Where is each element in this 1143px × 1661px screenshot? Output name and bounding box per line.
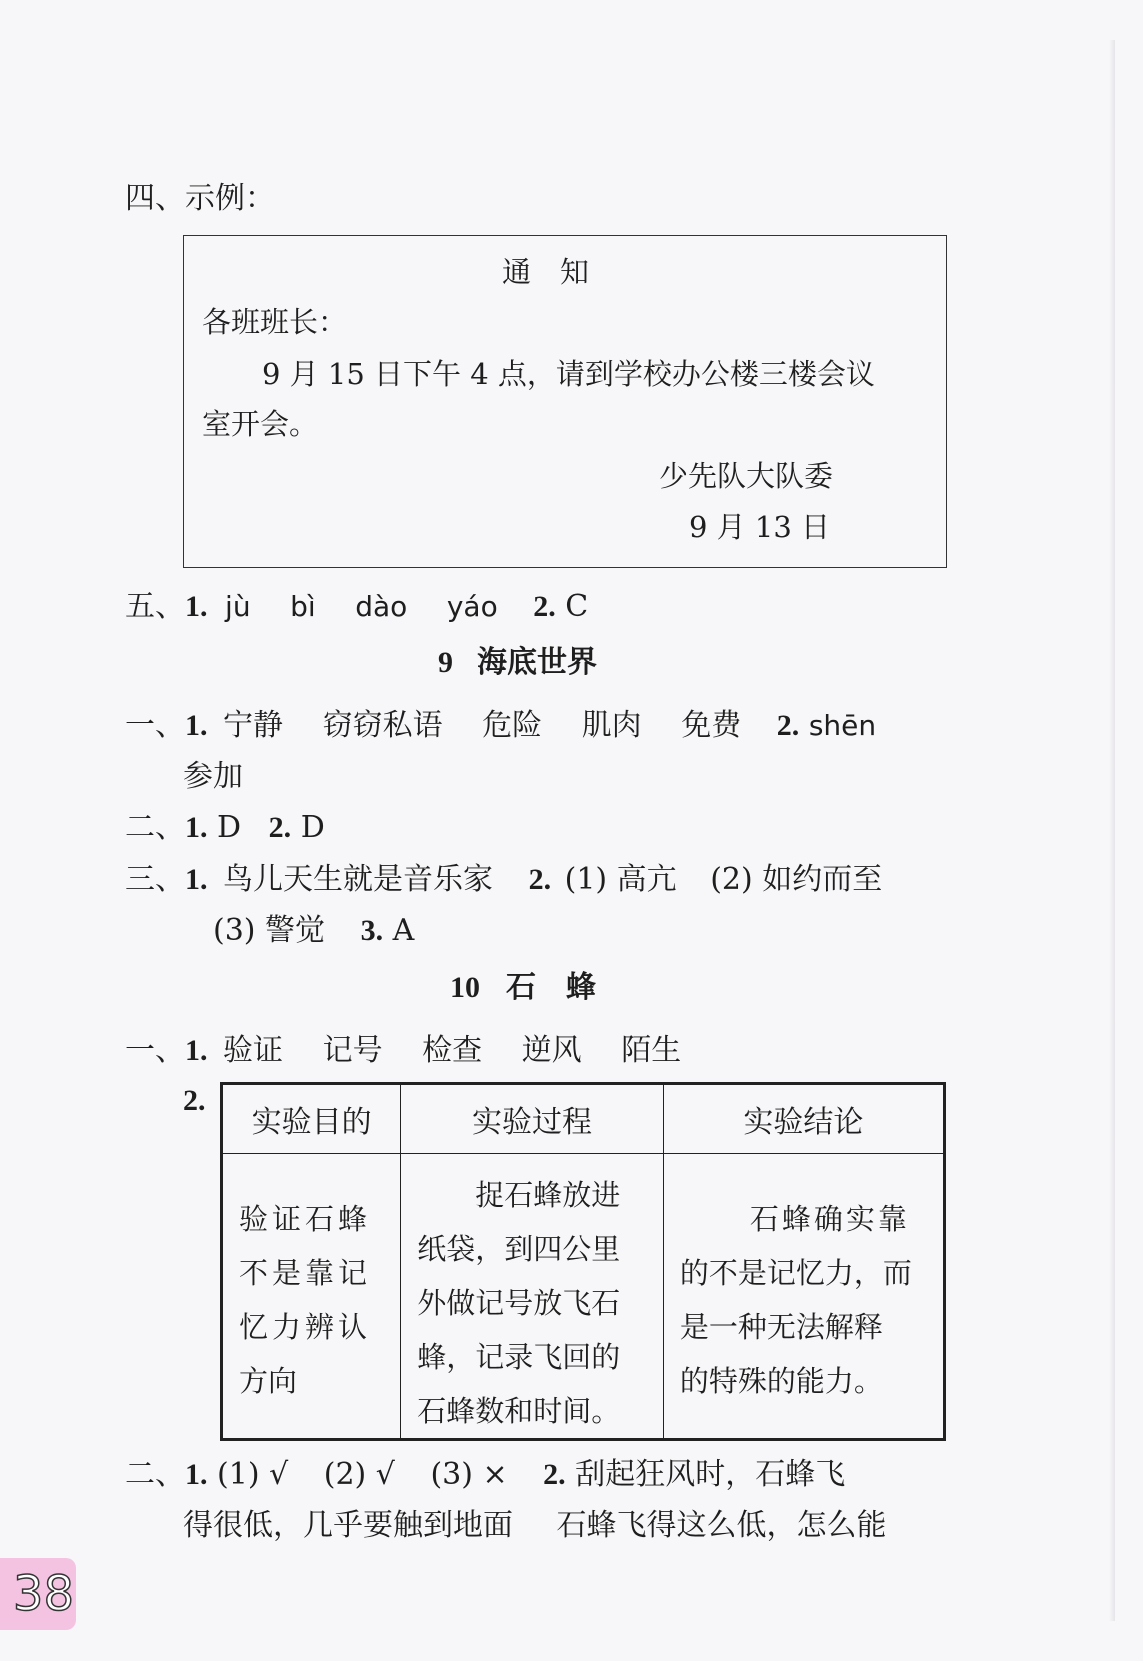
experiment-table xyxy=(220,1082,946,1441)
lesson9-part1-line1: 一、1. 宁静 窃窃私语 危险 肌肉 免费 2. shēn xyxy=(125,708,877,743)
section5-line: 五、1. jù bì dào yáo 2. C xyxy=(125,589,589,624)
lesson10-part1-line1: 一、1. 验证 记号 检查 逆风 陌生 xyxy=(125,1033,682,1068)
pinyin-1: jù xyxy=(225,590,251,623)
section4-label: 四、示例： xyxy=(125,181,275,216)
notice-body-line2: 室开会。 xyxy=(202,407,319,441)
notice-signer: 少先队大队委 xyxy=(659,459,834,493)
notice-body-line1: 9 月 15 日下午 4 点，请到学校办公楼三楼会议 xyxy=(262,357,875,391)
section5-q2-answer: C xyxy=(565,589,589,624)
lesson9-part3-line1: 三、1. 鸟儿天生就是音乐家 2. (1) 高亢 (2) 如约而至 xyxy=(125,862,883,897)
table-cell-purpose: 验证石蜂 不是靠记 忆力辨认 方向 xyxy=(222,1154,401,1440)
notice-title: 通 知 xyxy=(502,255,590,289)
table-header-purpose: 实验目的 xyxy=(222,1084,401,1154)
page-number: 38 xyxy=(0,1558,76,1630)
lesson10-part1-q2-num: 2. xyxy=(183,1084,206,1117)
lesson10-heading: 10 石 蜂 xyxy=(450,970,596,1005)
table-header-conclusion: 实验结论 xyxy=(663,1084,944,1154)
pinyin-2: bì xyxy=(290,590,316,623)
lesson9-heading: 9 海底世界 xyxy=(438,645,597,680)
pinyin-4: yáo xyxy=(446,590,498,623)
notice-date: 9 月 13 日 xyxy=(689,510,831,544)
lesson9-part2-line: 二、1. D 2. D xyxy=(125,810,325,845)
lesson9-part1-line2: 参加 xyxy=(183,759,243,794)
lesson10-part2-line2: 得很低，几乎要触到地面 石蜂飞得这么低，怎么能 xyxy=(183,1508,887,1543)
table-header-process: 实验过程 xyxy=(401,1084,664,1154)
page-edge xyxy=(1109,40,1115,1621)
lesson10-part2-line1: 二、1. (1) √ (2) √ (3) × 2. 刮起狂风时，石蜂飞 xyxy=(125,1457,846,1492)
table-cell-conclusion: 石蜂确实靠 的不是记忆力，而 是一种无法解释 的特殊的能力。 xyxy=(663,1154,944,1440)
lesson9-part3-line2: (3) 警觉 3. A xyxy=(213,913,415,948)
notice-salutation: 各班班长： xyxy=(202,305,348,339)
notice-box xyxy=(183,235,947,568)
pinyin-3: dào xyxy=(355,590,408,623)
table-cell-process: 捉石蜂放进 纸袋，到四公里 外做记号放飞石 蜂，记录飞回的 石蜂数和时间。 xyxy=(401,1154,664,1440)
